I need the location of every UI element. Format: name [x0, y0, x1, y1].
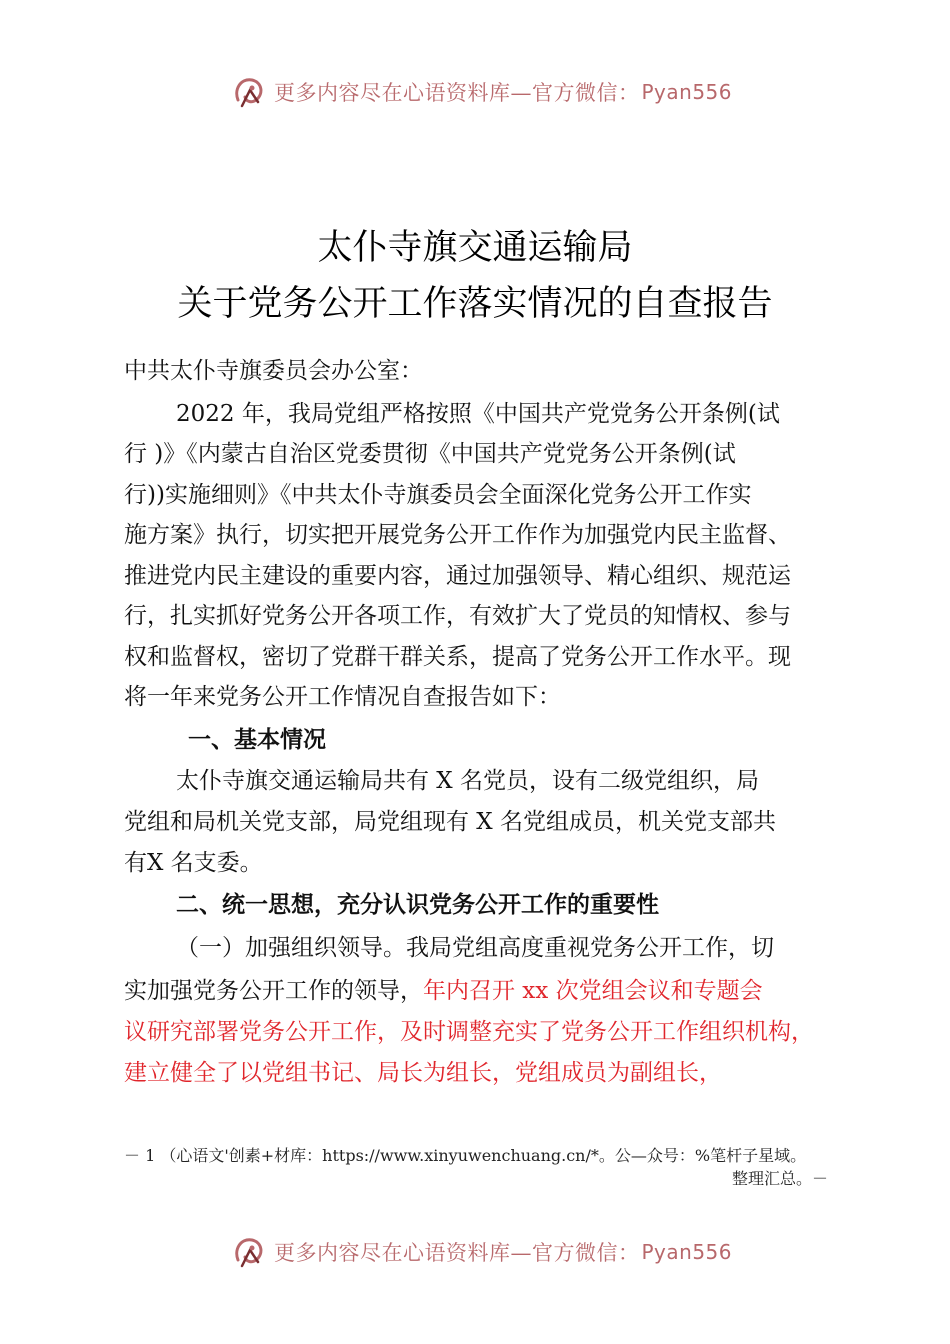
paragraph-line: 施方案》执行，切实把开展党务公开工作作为加强党内民主监督、 — [124, 522, 791, 548]
paragraph-line-mixed — [124, 976, 763, 1006]
brand-logo-icon — [230, 72, 270, 112]
banner-wechat-id: Pyan556 — [641, 1240, 733, 1264]
paragraph-line: 推进党内民主建设的重要内容，通过加强领导、精心组织、规范运 — [124, 563, 791, 589]
section-heading-1: 一、基本情况 — [188, 727, 326, 753]
banner-text: 更多内容尽在心语资料库—官方微信： — [274, 81, 640, 105]
section-heading-2: 二、统一思想，充分认识党务公开工作的重要性 — [176, 892, 659, 918]
footer-line-2: 整理汇总。－ — [732, 1169, 829, 1188]
paragraph-line: 太仆寺旗交通运输局共有 X 名党员，设有二级党组织，局 — [176, 768, 759, 794]
watermark-banner-top — [230, 70, 732, 114]
paragraph-line: 2022 年，我局党组严格按照《中国共产党党务公开条例(试 — [176, 401, 780, 427]
paragraph-line: 党组和局机关党支部，局党组现有 X 名党组成员，机关党支部共 — [124, 809, 776, 835]
brand-logo-icon — [230, 1232, 270, 1272]
paragraph-text: 实加强党务公开工作的领导， — [124, 978, 423, 1004]
highlighted-line: 议研究部署党务公开工作，及时调整充实了党务公开工作组织机构， — [124, 1019, 814, 1045]
paragraph-line: （一）加强组织领导。我局党组高度重视党务公开工作，切 — [176, 935, 774, 961]
paragraph-line: 有X 名支委。 — [124, 850, 263, 876]
paragraph-line: 行))实施细则》《中共太仆寺旗委员会全面深化党务公开工作实 — [124, 482, 752, 508]
footer-line-1: － 1 （心语文'创素+材库：https://www.xinyuwenchuang.cn/*。公—众号：%笔杆子星域。 — [124, 1146, 807, 1165]
watermark-banner-bottom — [230, 1230, 732, 1274]
recipient-line: 中共太仆寺旗委员会办公室： — [124, 358, 423, 384]
paragraph-line: 行，扎实抓好党务公开各项工作，有效扩大了党员的知情权、参与 — [124, 603, 791, 629]
paragraph-line: 行 )》《内蒙古自治区党委贯彻《中国共产党党务公开条例(试 — [124, 441, 736, 467]
paragraph-line: 权和监督权，密切了党群干群关系，提高了党务公开工作水平。现 — [124, 644, 791, 670]
highlighted-text: 年内召开 xx 次党组会议和专题会 — [423, 978, 763, 1004]
banner-text: 更多内容尽在心语资料库—官方微信： — [274, 1241, 640, 1265]
banner-wechat-id: Pyan556 — [641, 80, 733, 104]
paragraph-line: 将一年来党务公开工作情况自查报告如下： — [124, 684, 561, 710]
highlighted-line: 建立健全了以党组书记、局长为组长，党组成员为副组长， — [124, 1060, 722, 1086]
document-title-line-2: 关于党务公开工作落实情况的自查报告 — [177, 284, 773, 324]
document-title-line-1: 太仆寺旗交通运输局 — [317, 228, 633, 268]
